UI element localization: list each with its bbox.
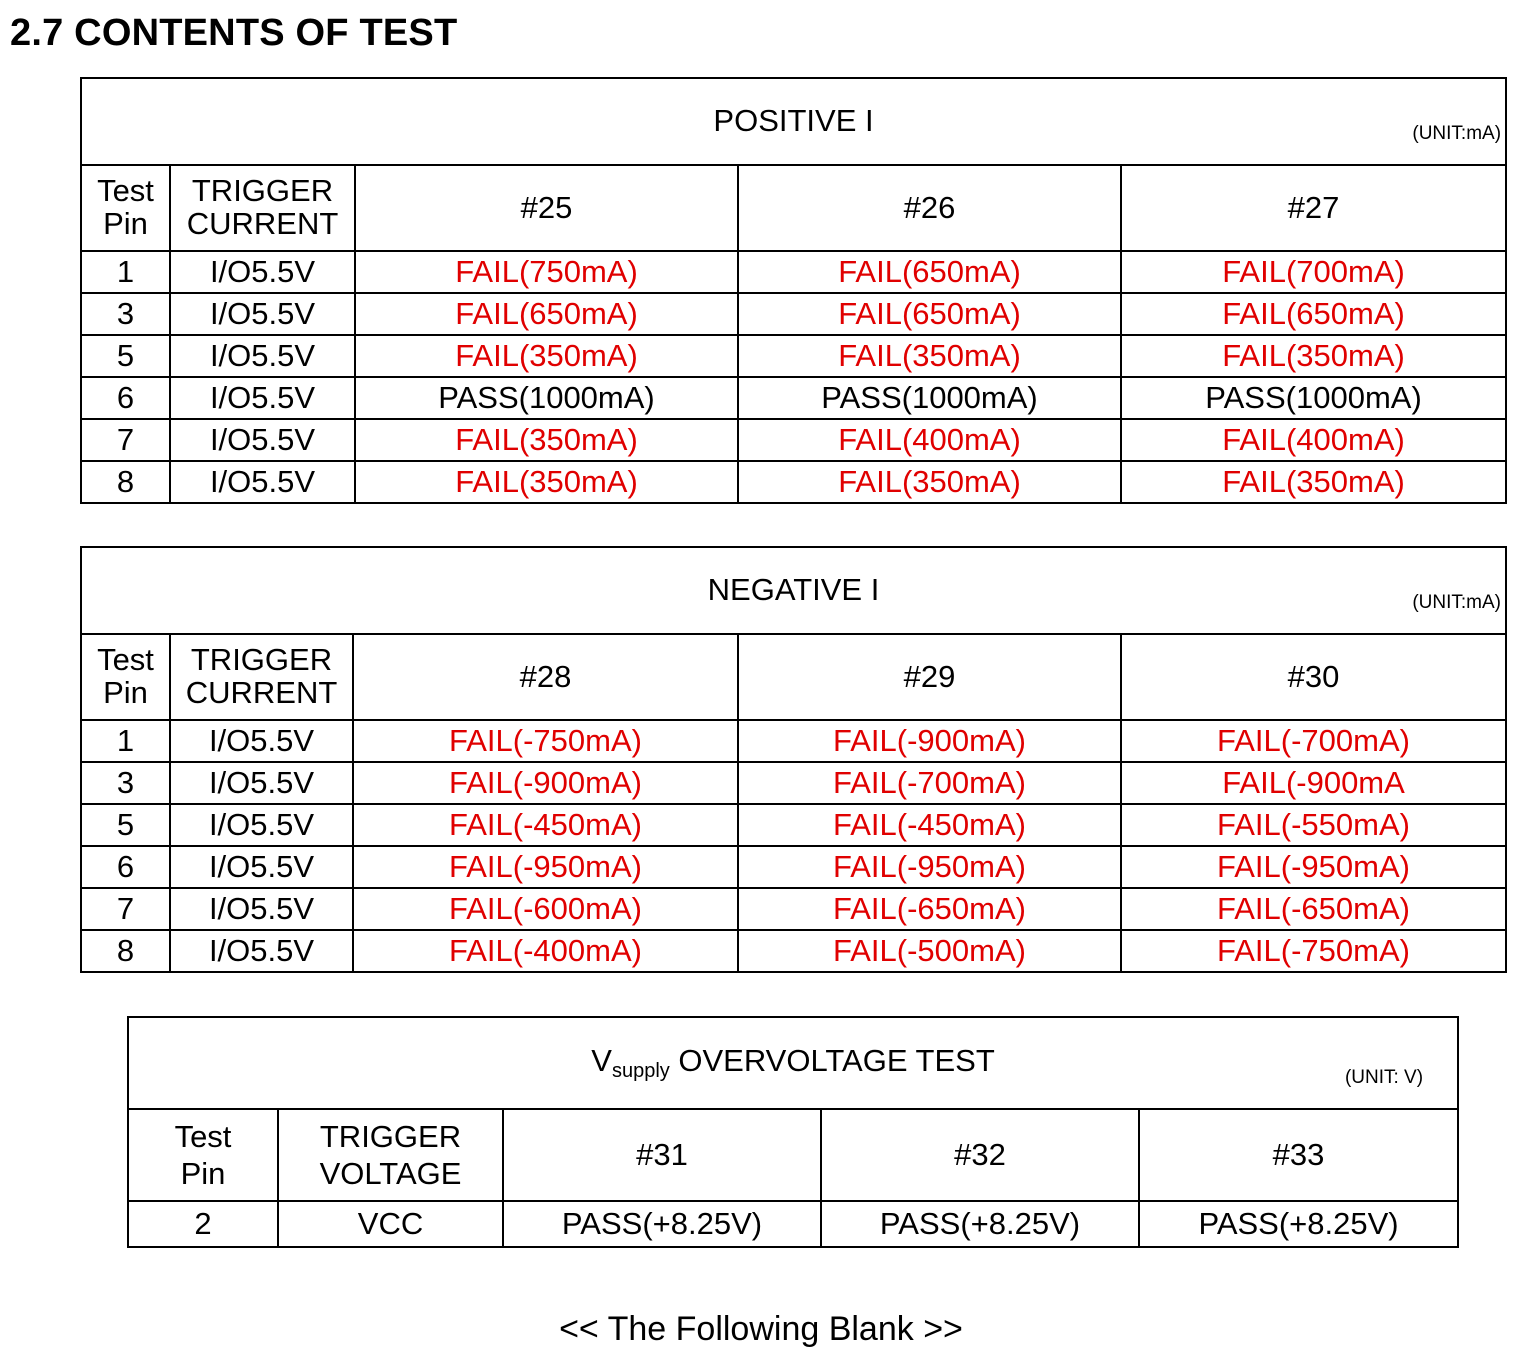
result-cell: PASS(+8.25V) bbox=[1139, 1201, 1458, 1247]
trigger-cell: I/O5.5V bbox=[170, 804, 353, 846]
table-title-cell bbox=[128, 1017, 1458, 1109]
unit-label: (UNIT:mA) bbox=[1412, 592, 1502, 614]
trigger-cell: I/O5.5V bbox=[170, 377, 355, 419]
test-pin-cell: 8 bbox=[81, 461, 170, 503]
trigger-cell: I/O5.5V bbox=[170, 335, 355, 377]
result-cell: FAIL(-450mA) bbox=[353, 804, 738, 846]
result-cell: PASS(+8.25V) bbox=[821, 1201, 1139, 1247]
result-cell: FAIL(-700mA) bbox=[1121, 720, 1506, 762]
positive-current-table bbox=[80, 77, 1507, 504]
result-cell: FAIL(-500mA) bbox=[738, 930, 1121, 972]
result-cell: FAIL(-950mA) bbox=[353, 846, 738, 888]
overvoltage-table bbox=[127, 1016, 1459, 1248]
result-cell: FAIL(650mA) bbox=[738, 293, 1121, 335]
table-row bbox=[81, 377, 1506, 419]
table-row bbox=[81, 251, 1506, 293]
test-pin-cell: 1 bbox=[81, 251, 170, 293]
result-cell: FAIL(650mA) bbox=[738, 251, 1121, 293]
trigger-cell: I/O5.5V bbox=[170, 720, 353, 762]
trigger-cell: I/O5.5V bbox=[170, 461, 355, 503]
test-pin-cell: 7 bbox=[81, 419, 170, 461]
test-pin-cell: 5 bbox=[81, 335, 170, 377]
table-row bbox=[81, 461, 1506, 503]
table-row bbox=[81, 335, 1506, 377]
result-cell: FAIL(-950mA) bbox=[738, 846, 1121, 888]
result-cell: FAIL(-950mA) bbox=[1121, 846, 1506, 888]
result-cell: FAIL(350mA) bbox=[1121, 335, 1506, 377]
sample-header: #31 bbox=[503, 1109, 821, 1201]
result-cell: FAIL(650mA) bbox=[355, 293, 738, 335]
result-cell: FAIL(-650mA) bbox=[1121, 888, 1506, 930]
result-cell: FAIL(400mA) bbox=[1121, 419, 1506, 461]
result-cell: FAIL(650mA) bbox=[1121, 293, 1506, 335]
test-pin-header: Test Pin bbox=[81, 165, 170, 251]
result-cell: FAIL(350mA) bbox=[355, 461, 738, 503]
table-row bbox=[81, 846, 1506, 888]
table-row bbox=[81, 419, 1506, 461]
test-pin-cell: 5 bbox=[81, 804, 170, 846]
result-cell: FAIL(-750mA) bbox=[353, 720, 738, 762]
table-title-cell bbox=[81, 78, 1506, 165]
test-pin-header: Test Pin bbox=[81, 634, 170, 720]
trigger-current-header: TRIGGER CURRENT bbox=[170, 165, 355, 251]
test-pin-cell: 7 bbox=[81, 888, 170, 930]
trigger-cell: I/O5.5V bbox=[170, 419, 355, 461]
table-row bbox=[81, 888, 1506, 930]
table-title-cell bbox=[81, 547, 1506, 634]
result-cell: FAIL(700mA) bbox=[1121, 251, 1506, 293]
unit-label: (UNIT:mA) bbox=[1412, 123, 1502, 145]
sample-header: #30 bbox=[1121, 634, 1506, 720]
section-heading: 2.7 CONTENTS OF TEST bbox=[10, 12, 458, 54]
sample-header: #25 bbox=[355, 165, 738, 251]
following-blank-note: << The Following Blank >> bbox=[559, 1310, 963, 1348]
trigger-cell: I/O5.5V bbox=[170, 251, 355, 293]
unit-label: (UNIT: V) bbox=[1344, 1067, 1424, 1089]
result-cell: FAIL(-900mA) bbox=[738, 720, 1121, 762]
sample-header: #32 bbox=[821, 1109, 1139, 1201]
result-cell: FAIL(-750mA) bbox=[1121, 930, 1506, 972]
test-pin-cell: 2 bbox=[128, 1201, 278, 1247]
table-title: POSITIVE I bbox=[713, 103, 874, 139]
result-cell: FAIL(-650mA) bbox=[738, 888, 1121, 930]
result-cell: PASS(1000mA) bbox=[738, 377, 1121, 419]
table-row bbox=[81, 762, 1506, 804]
result-cell: PASS(1000mA) bbox=[1121, 377, 1506, 419]
test-pin-header: Test Pin bbox=[128, 1109, 278, 1201]
result-cell: FAIL(350mA) bbox=[738, 461, 1121, 503]
sample-header: #28 bbox=[353, 634, 738, 720]
result-cell: FAIL(-550mA) bbox=[1121, 804, 1506, 846]
result-cell: PASS(+8.25V) bbox=[503, 1201, 821, 1247]
result-cell: PASS(1000mA) bbox=[355, 377, 738, 419]
table-row bbox=[81, 804, 1506, 846]
table-title: $V_{supply}$ OVERVOLTAGE TEST bbox=[591, 1042, 995, 1082]
result-cell: FAIL(350mA) bbox=[738, 335, 1121, 377]
table-title: NEGATIVE I bbox=[707, 572, 880, 608]
trigger-cell: I/O5.5V bbox=[170, 846, 353, 888]
result-cell: FAIL(750mA) bbox=[355, 251, 738, 293]
result-cell: FAIL(350mA) bbox=[1121, 461, 1506, 503]
table-row bbox=[81, 293, 1506, 335]
sample-header: #26 bbox=[738, 165, 1121, 251]
table-row bbox=[128, 1201, 1458, 1247]
trigger-cell: I/O5.5V bbox=[170, 888, 353, 930]
test-pin-cell: 1 bbox=[81, 720, 170, 762]
result-cell: FAIL(-450mA) bbox=[738, 804, 1121, 846]
trigger-current-header: TRIGGER CURRENT bbox=[170, 634, 353, 720]
result-cell: FAIL(350mA) bbox=[355, 335, 738, 377]
test-pin-cell: 3 bbox=[81, 293, 170, 335]
table-row bbox=[81, 930, 1506, 972]
sample-header: #33 bbox=[1139, 1109, 1458, 1201]
trigger-voltage-header: TRIGGER VOLTAGE bbox=[278, 1109, 503, 1201]
result-cell: FAIL(-400mA) bbox=[353, 930, 738, 972]
result-cell: FAIL(-700mA) bbox=[738, 762, 1121, 804]
test-pin-cell: 6 bbox=[81, 846, 170, 888]
sample-header: #29 bbox=[738, 634, 1121, 720]
trigger-cell: VCC bbox=[278, 1201, 503, 1247]
result-cell: FAIL(350mA) bbox=[355, 419, 738, 461]
result-cell: FAIL(-600mA) bbox=[353, 888, 738, 930]
test-pin-cell: 6 bbox=[81, 377, 170, 419]
result-cell: FAIL(400mA) bbox=[738, 419, 1121, 461]
trigger-cell: I/O5.5V bbox=[170, 762, 353, 804]
negative-current-table bbox=[80, 546, 1507, 973]
test-pin-cell: 8 bbox=[81, 930, 170, 972]
result-cell: FAIL(-900mA bbox=[1121, 762, 1506, 804]
table-row bbox=[81, 720, 1506, 762]
trigger-cell: I/O5.5V bbox=[170, 293, 355, 335]
trigger-cell: I/O5.5V bbox=[170, 930, 353, 972]
result-cell: FAIL(-900mA) bbox=[353, 762, 738, 804]
test-pin-cell: 3 bbox=[81, 762, 170, 804]
sample-header: #27 bbox=[1121, 165, 1506, 251]
